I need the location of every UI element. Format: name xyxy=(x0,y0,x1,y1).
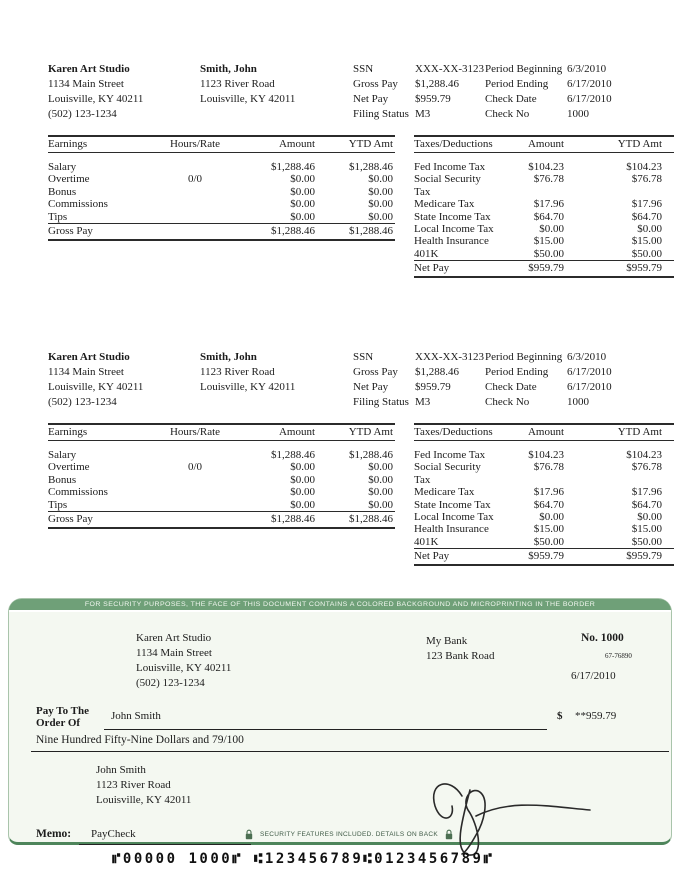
deduction-name: Social Security Tax xyxy=(414,173,481,198)
deduction-ytd: $17.96 xyxy=(631,486,662,499)
deduction-row xyxy=(414,211,674,223)
deduction-name: Medicare Tax xyxy=(414,198,475,211)
earning-amount: $1,288.46 xyxy=(271,161,315,173)
employee-name: Smith, John xyxy=(200,351,257,363)
check-employer-line: Louisville, KY 40211 xyxy=(136,662,232,674)
payee-address-line: Louisville, KY 42011 xyxy=(96,794,192,806)
ytd-amt-header: YTD Amt xyxy=(348,138,393,150)
hours-rate-header: Hours/Rate xyxy=(169,426,221,438)
deduction-name: 401K xyxy=(414,535,439,548)
earning-hours-rate xyxy=(155,198,235,210)
period-info-label: Period Ending xyxy=(485,78,549,90)
period-info-row xyxy=(485,92,674,107)
period-info-label: Check Date xyxy=(485,93,537,105)
earnings-row xyxy=(48,499,395,511)
earnings-rows xyxy=(48,153,395,223)
padlock-icon xyxy=(245,829,253,840)
earning-name: Overtime xyxy=(48,173,90,186)
deduction-ytd: $17.96 xyxy=(631,198,662,211)
hours-rate-header: Hours/Rate xyxy=(169,138,221,150)
earning-hours-rate xyxy=(155,486,235,498)
gross-pay-row xyxy=(48,223,395,241)
payee-address-block xyxy=(96,763,191,808)
deductions-rows xyxy=(414,441,674,548)
deduction-ytd: $64.70 xyxy=(631,210,662,223)
pay-summary-label: Gross Pay xyxy=(353,78,398,90)
deduction-ytd: $0.00 xyxy=(637,511,662,524)
earnings-row xyxy=(48,173,395,185)
deduction-ytd: $15.00 xyxy=(631,235,662,248)
deduction-name: Local Income Tax xyxy=(414,511,494,524)
deduction-name: Health Insurance xyxy=(414,523,489,536)
earning-amount: $0.00 xyxy=(290,198,315,211)
stub-header xyxy=(48,62,674,122)
deduction-amount: $17.96 xyxy=(533,486,564,499)
dollar-sign: $ xyxy=(557,710,563,722)
gross-pay-hours xyxy=(155,225,235,237)
padlock-icon xyxy=(445,829,453,840)
pay-summary-label: Filing Status xyxy=(353,396,409,408)
employee-address-line: 1123 River Road xyxy=(200,366,275,378)
period-info-label: Period Beginning xyxy=(485,351,563,363)
security-banner-text: FOR SECURITY PURPOSES, THE FACE OF THIS DOCUMENT CONTAINS A COLORED BACKGROUND AND MICROPRINTING IN THE BORDER xyxy=(84,601,596,608)
earning-hours-rate xyxy=(155,449,235,461)
deduction-name: State Income Tax xyxy=(414,210,491,223)
earnings-table-header xyxy=(48,135,395,153)
employer-address xyxy=(48,77,200,122)
employer-address xyxy=(48,365,200,410)
earning-ytd: $0.00 xyxy=(368,498,393,511)
employee-address-line: Louisville, KY 42011 xyxy=(200,93,296,105)
deduction-name: Local Income Tax xyxy=(414,223,494,236)
period-info-row xyxy=(485,350,674,365)
earning-amount: $0.00 xyxy=(290,173,315,186)
pay-summary-label: Gross Pay xyxy=(353,366,398,378)
earning-amount: $0.00 xyxy=(290,486,315,499)
earnings-row xyxy=(48,474,395,486)
earning-name: Tips xyxy=(48,498,68,511)
pay-stub-bottom xyxy=(48,350,674,566)
earning-ytd: $0.00 xyxy=(368,473,393,486)
period-info-block xyxy=(485,62,674,122)
deduction-amount: $64.70 xyxy=(533,210,564,223)
earnings-rows xyxy=(48,441,395,511)
check-amount-numeric: **959.79 xyxy=(575,710,617,722)
deduction-amount: $15.00 xyxy=(533,235,564,248)
deductions-table xyxy=(414,423,674,566)
deduction-ytd: $50.00 xyxy=(631,535,662,548)
amount-header: Amount xyxy=(527,426,564,438)
deduction-name: Fed Income Tax xyxy=(414,161,486,173)
period-info-value: 6/17/2010 xyxy=(567,366,612,378)
gross-pay-label: Gross Pay xyxy=(48,513,93,526)
pay-summary-row xyxy=(353,365,485,380)
deduction-row xyxy=(414,511,674,523)
deduction-ytd: $0.00 xyxy=(637,223,662,236)
check-bank-line: 123 Bank Road xyxy=(426,650,495,662)
deduction-row xyxy=(414,523,674,535)
deduction-ytd: $104.23 xyxy=(626,449,662,461)
employee-address-line: 1123 River Road xyxy=(200,78,275,90)
earning-hours-rate xyxy=(155,161,235,173)
pay-summary-row xyxy=(353,380,485,395)
gross-pay-row xyxy=(48,511,395,529)
amount-in-words: Nine Hundred Fifty-Nine Dollars and 79/100 xyxy=(36,734,244,746)
deduction-name: Fed Income Tax xyxy=(414,449,486,461)
period-info-row xyxy=(485,62,674,77)
deduction-ytd: $104.23 xyxy=(626,161,662,173)
deduction-amount: $50.00 xyxy=(533,535,564,548)
gross-pay-ytd: $1,288.46 xyxy=(349,225,393,238)
deduction-ytd: $15.00 xyxy=(631,523,662,536)
deduction-name: Medicare Tax xyxy=(414,486,475,499)
earning-amount: $0.00 xyxy=(290,185,315,198)
deduction-amount: $0.00 xyxy=(539,223,564,236)
pay-summary-label: Net Pay xyxy=(353,381,389,393)
employee-info-block xyxy=(200,62,353,122)
earning-amount: $0.00 xyxy=(290,498,315,511)
earning-ytd: $0.00 xyxy=(368,185,393,198)
payee-address-line: John Smith xyxy=(96,764,146,776)
deduction-row xyxy=(414,235,674,247)
deduction-ytd: $76.78 xyxy=(631,461,662,474)
period-info-label: Period Beginning xyxy=(485,63,563,75)
employer-name: Karen Art Studio xyxy=(48,63,130,75)
deduction-name: State Income Tax xyxy=(414,498,491,511)
earning-ytd: $0.00 xyxy=(368,198,393,211)
memo-underline xyxy=(79,844,251,845)
memo-label: Memo: xyxy=(36,828,72,840)
pay-summary-block xyxy=(353,62,485,122)
employer-info-block xyxy=(48,350,200,410)
deduction-name: 401K xyxy=(414,247,439,260)
check-bank-line: My Bank xyxy=(426,635,468,647)
employee-name: Smith, John xyxy=(200,63,257,75)
amount-words-underline xyxy=(31,751,669,752)
employee-address-line: Louisville, KY 42011 xyxy=(200,381,296,393)
check-fraction-number: 67-76890 xyxy=(605,652,632,660)
deduction-name: Health Insurance xyxy=(414,235,489,248)
pay-summary-value: M3 xyxy=(415,396,431,408)
pay-to-order-label xyxy=(36,705,89,729)
net-pay-ytd: $959.79 xyxy=(626,550,662,563)
employer-address-line: (502) 123-1234 xyxy=(48,396,117,408)
net-pay-label: Net Pay xyxy=(414,550,450,563)
earning-amount: $1,288.46 xyxy=(271,449,315,461)
deduction-amount: $17.96 xyxy=(533,198,564,211)
earning-name: Salary xyxy=(48,449,77,461)
earnings-row xyxy=(48,449,395,461)
gross-pay-amount: $1,288.46 xyxy=(271,225,315,238)
earning-name: Overtime xyxy=(48,461,90,474)
deduction-row xyxy=(414,198,674,210)
payee-underline xyxy=(104,729,547,730)
pay-summary-label: SSN xyxy=(353,63,374,75)
earning-name: Commissions xyxy=(48,198,108,211)
net-pay-amount: $959.79 xyxy=(528,550,564,563)
net-pay-row xyxy=(414,548,674,566)
employer-address-line: Louisville, KY 40211 xyxy=(48,381,144,393)
deduction-name: Social Security Tax xyxy=(414,461,481,486)
earning-hours-rate xyxy=(155,499,235,511)
payee-name: John Smith xyxy=(111,710,161,722)
pay-summary-row xyxy=(353,62,485,77)
deduction-row xyxy=(414,173,674,198)
deductions-header: Taxes/Deductions xyxy=(414,138,493,150)
earning-ytd: $1,288.46 xyxy=(349,449,393,461)
deduction-row xyxy=(414,461,674,486)
earnings-table xyxy=(48,423,395,566)
period-info-label: Check No xyxy=(485,396,530,408)
deduction-row xyxy=(414,449,674,461)
gross-pay-ytd: $1,288.46 xyxy=(349,513,393,526)
earning-ytd: $0.00 xyxy=(368,486,393,499)
period-info-label: Period Ending xyxy=(485,366,549,378)
earnings-table xyxy=(48,135,395,278)
earning-amount: $0.00 xyxy=(290,473,315,486)
deduction-amount: $15.00 xyxy=(533,523,564,536)
deduction-row xyxy=(414,486,674,498)
net-pay-label: Net Pay xyxy=(414,262,450,275)
net-pay-row xyxy=(414,260,674,278)
pay-summary-value: $959.79 xyxy=(415,93,451,105)
pay-summary-row xyxy=(353,92,485,107)
earning-hours-rate xyxy=(155,474,235,486)
gross-pay-hours xyxy=(155,513,235,525)
deduction-amount: $50.00 xyxy=(533,247,564,260)
security-note-row xyxy=(245,829,453,840)
period-info-value: 6/3/2010 xyxy=(567,63,607,75)
deductions-table xyxy=(414,135,674,278)
pay-summary-value: $959.79 xyxy=(415,381,451,393)
deduction-row xyxy=(414,248,674,260)
earning-ytd: $0.00 xyxy=(368,210,393,223)
earnings-row xyxy=(48,461,395,473)
deduction-row xyxy=(414,223,674,235)
earning-ytd: $0.00 xyxy=(368,173,393,186)
period-info-row xyxy=(485,77,674,92)
period-info-value: 6/17/2010 xyxy=(567,78,612,90)
pay-summary-label: Net Pay xyxy=(353,93,389,105)
deductions-rows xyxy=(414,153,674,260)
deduction-amount: $104.23 xyxy=(528,449,564,461)
earnings-header: Earnings xyxy=(48,426,88,438)
deduction-ytd: $76.78 xyxy=(631,173,662,186)
deduction-amount: $76.78 xyxy=(533,173,564,186)
deduction-amount: $104.23 xyxy=(528,161,564,173)
deductions-table-header xyxy=(414,423,674,441)
pay-summary-label: Filing Status xyxy=(353,108,409,120)
employee-address xyxy=(200,77,353,107)
employer-address-line: 1134 Main Street xyxy=(48,78,124,90)
pay-summary-block xyxy=(353,350,485,410)
earning-name: Bonus xyxy=(48,185,77,198)
earning-name: Bonus xyxy=(48,473,77,486)
stub-header xyxy=(48,350,674,410)
earnings-row xyxy=(48,486,395,498)
deduction-amount: $76.78 xyxy=(533,461,564,474)
check-security-band xyxy=(9,599,671,612)
earning-ytd: $0.00 xyxy=(368,461,393,474)
period-info-row xyxy=(485,365,674,380)
employer-address-line: Louisville, KY 40211 xyxy=(48,93,144,105)
micr-line: ⑈00000 1000⑈ ⑆123456789⑆0123456789⑈ xyxy=(112,851,495,867)
check-employer-line: Karen Art Studio xyxy=(136,632,212,644)
amount-header: Amount xyxy=(527,138,564,150)
deduction-amount: $64.70 xyxy=(533,498,564,511)
ytd-amt-header: YTD Amt xyxy=(348,426,393,438)
pay-summary-row xyxy=(353,107,485,122)
period-info-value: 1000 xyxy=(567,108,589,120)
deduction-ytd: $64.70 xyxy=(631,498,662,511)
deduction-ytd: $50.00 xyxy=(631,247,662,260)
pay-to-line2: Order Of xyxy=(36,717,81,729)
payee-address-line: 1123 River Road xyxy=(96,779,171,791)
check-employer-block xyxy=(136,631,231,691)
deduction-row xyxy=(414,161,674,173)
check-number: No. 1000 xyxy=(581,632,624,644)
check-bank-block xyxy=(426,634,494,664)
deductions-table-header xyxy=(414,135,674,153)
period-info-value: 6/17/2010 xyxy=(567,381,612,393)
employer-name: Karen Art Studio xyxy=(48,351,130,363)
deduction-row xyxy=(414,536,674,548)
period-info-label: Check Date xyxy=(485,381,537,393)
employee-address xyxy=(200,365,353,395)
employee-info-block xyxy=(200,350,353,410)
pay-summary-value: XXX-XX-3123 xyxy=(415,351,485,363)
ytd-amt-header: YTD Amt xyxy=(617,426,662,438)
earning-amount: $0.00 xyxy=(290,210,315,223)
period-info-label: Check No xyxy=(485,108,530,120)
employer-address-line: 1134 Main Street xyxy=(48,366,124,378)
earning-name: Salary xyxy=(48,161,77,173)
employer-info-block xyxy=(48,62,200,122)
check-employer-line: 1134 Main Street xyxy=(136,647,212,659)
earnings-header: Earnings xyxy=(48,138,88,150)
amount-header: Amount xyxy=(278,426,315,438)
pay-stub-top xyxy=(48,62,674,278)
gross-pay-amount: $1,288.46 xyxy=(271,513,315,526)
employer-address-line: (502) 123-1234 xyxy=(48,108,117,120)
deduction-amount: $0.00 xyxy=(539,511,564,524)
period-info-row xyxy=(485,380,674,395)
deductions-header: Taxes/Deductions xyxy=(414,426,493,438)
period-info-block xyxy=(485,350,674,410)
check-employer-line: (502) 123-1234 xyxy=(136,677,205,689)
period-info-row xyxy=(485,395,674,410)
deduction-row xyxy=(414,499,674,511)
earnings-row xyxy=(48,198,395,210)
amount-header: Amount xyxy=(278,138,315,150)
pay-to-line1: Pay To The xyxy=(36,705,89,717)
period-info-value: 1000 xyxy=(567,396,589,408)
ytd-amt-header: YTD Amt xyxy=(617,138,662,150)
earning-hours-rate: 0/0 xyxy=(187,173,203,186)
gross-pay-label: Gross Pay xyxy=(48,225,93,238)
security-note-text: SECURITY FEATURES INCLUDED. DETAILS ON BACK xyxy=(260,831,438,838)
earning-hours-rate xyxy=(155,186,235,198)
earnings-row xyxy=(48,161,395,173)
earnings-row xyxy=(48,186,395,198)
earning-name: Commissions xyxy=(48,486,108,499)
pay-summary-value: $1,288.46 xyxy=(415,78,459,90)
earning-amount: $0.00 xyxy=(290,461,315,474)
period-info-row xyxy=(485,107,674,122)
earning-hours-rate: 0/0 xyxy=(187,461,203,474)
check-date: 6/17/2010 xyxy=(571,670,616,682)
check xyxy=(8,598,672,845)
pay-summary-value: XXX-XX-3123 xyxy=(415,63,485,75)
earnings-table-header xyxy=(48,423,395,441)
pay-summary-value: M3 xyxy=(415,108,431,120)
pay-summary-row xyxy=(353,395,485,410)
pay-summary-value: $1,288.46 xyxy=(415,366,459,378)
pay-summary-row xyxy=(353,350,485,365)
net-pay-ytd: $959.79 xyxy=(626,262,662,275)
earning-name: Tips xyxy=(48,210,68,223)
earnings-row xyxy=(48,211,395,223)
pay-summary-row xyxy=(353,77,485,92)
net-pay-amount: $959.79 xyxy=(528,262,564,275)
earning-hours-rate xyxy=(155,211,235,223)
period-info-value: 6/3/2010 xyxy=(567,351,607,363)
memo-value: PayCheck xyxy=(91,828,136,840)
period-info-value: 6/17/2010 xyxy=(567,93,612,105)
pay-summary-label: SSN xyxy=(353,351,374,363)
earning-ytd: $1,288.46 xyxy=(349,161,393,173)
